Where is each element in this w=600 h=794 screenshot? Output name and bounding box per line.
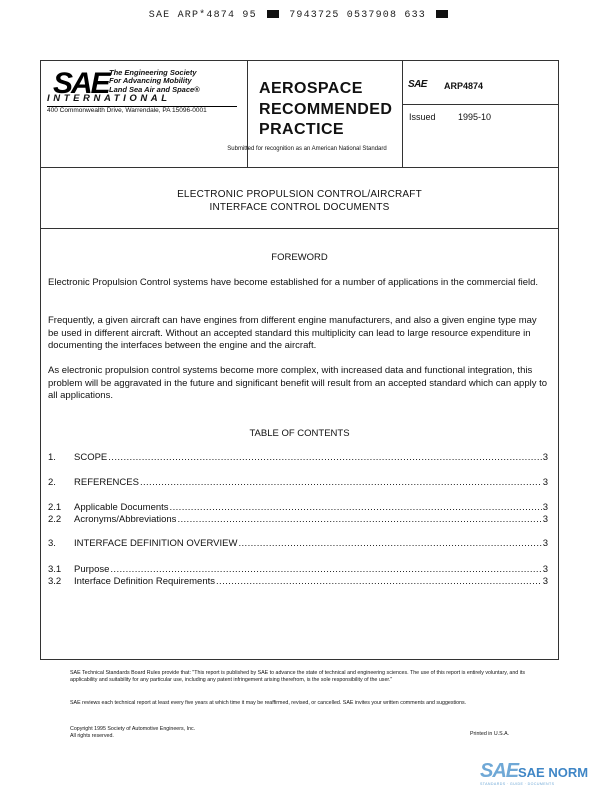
toc-entry-number: 3.1	[48, 564, 62, 575]
document-type-line: PRACTICE	[259, 121, 344, 138]
toc-leader-dots	[110, 564, 541, 575]
toc-entry-page: 3	[542, 576, 548, 587]
watermark-text: SAE NORM	[518, 765, 589, 780]
toc-entry-label: Purpose	[74, 564, 110, 575]
document-title-line: ELECTRONIC PROPULSION CONTROL/AIRCRAFT	[177, 189, 422, 200]
document-number: ARP4874	[444, 81, 484, 91]
toc-entry[interactable]	[48, 477, 548, 488]
toc-leader-dots	[177, 514, 541, 525]
document-frame	[40, 60, 559, 660]
toc-entry-label: SCOPE	[74, 452, 108, 463]
toc-entry[interactable]	[48, 576, 548, 587]
barcode-block	[436, 10, 448, 18]
toc-entry-number: 2.2	[48, 514, 62, 525]
foreword-paragraph: Frequently, a given aircraft can have engines from different engine manufacturers, and also a given engine type may be used in different aircraft. Without an accepted standard this multiplicity can lead to large resource expenditure in documenting the interfaces between the engine and the aircraft.	[48, 315, 537, 351]
document-type	[259, 79, 392, 141]
toc-heading: TABLE OF CONTENTS	[249, 428, 350, 439]
toc-entry[interactable]	[48, 538, 548, 549]
toc-entry-number: 2.1	[48, 502, 62, 513]
toc-entry-label: Acronyms/Abbreviations	[74, 514, 177, 525]
tagline-line: The Engineering Society	[109, 68, 197, 77]
toc-entry-page: 3	[542, 452, 548, 463]
toc-entry[interactable]	[48, 452, 548, 463]
header-row	[41, 61, 558, 168]
toc-entry-number: 3.2	[48, 576, 62, 587]
foreword-paragraph: As electronic propulsion control systems become more complex, with increased data and functional integration, this problem will be aggravated in the future and significant benefit will result from an accepted standard which can apply to all applications.	[48, 365, 548, 401]
document-type-line: AEROSPACE	[259, 80, 363, 97]
document-id-part1: SAE ARP*4874 95	[148, 10, 257, 21]
toc-entry[interactable]	[48, 514, 548, 525]
toc-leader-dots	[238, 538, 541, 549]
toc-entry-page: 3	[542, 564, 548, 575]
toc-entry[interactable]	[48, 502, 548, 513]
foreword-heading: FOREWORD	[271, 252, 328, 263]
right-cell-divider	[402, 104, 558, 105]
document-type-line: RECOMMENDED	[259, 100, 393, 118]
toc-leader-dots	[216, 576, 542, 587]
standards-board-rules: SAE Technical Standards Board Rules provide that: "This report is published by SAE to advance the state of technical and engineering sciences. The use of this report is entirely voluntary, and its applicability and suitability for any particular use, including any patent infringement arising therefrom, is the sole responsibility of the user."	[70, 670, 526, 683]
toc-entry-label: Applicable Documents	[74, 502, 169, 513]
toc-entry-page: 3	[542, 477, 548, 488]
printed-in-notice: Printed in U.S.A.	[470, 731, 510, 737]
toc-entry-page: 3	[542, 538, 548, 549]
toc-entry-number: 2.	[48, 477, 56, 488]
sae-logo-international: INTERNATIONAL	[47, 93, 237, 107]
issued-date: 1995-10	[458, 112, 492, 122]
toc-entry-number: 3.	[48, 538, 56, 549]
sae-norm-watermark	[480, 760, 590, 790]
toc-entry-number: 1.	[48, 452, 56, 463]
tagline-line: For Advancing Mobility	[109, 76, 192, 86]
document-title-line: INTERFACE CONTROL DOCUMENTS	[209, 201, 390, 213]
sae-logo: SAE	[53, 67, 109, 100]
toc-entry-page: 3	[542, 502, 548, 513]
issued-label: Issued	[409, 112, 436, 122]
watermark-subtext: STANDARDS · GUIDE · DOCUMENTS	[480, 782, 555, 786]
title-divider	[41, 228, 558, 229]
toc-entry-label: INTERFACE DEFINITION OVERVIEW	[74, 538, 238, 549]
watermark-sae-logo: SAE	[480, 760, 519, 782]
foreword-paragraph: Electronic Propulsion Control systems have become established for a number of applications in the commercial field.	[48, 277, 539, 288]
toc-leader-dots	[108, 452, 541, 463]
barcode-block	[267, 10, 279, 18]
sae-logo-tagline	[109, 69, 200, 94]
toc-entry-label: REFERENCES	[74, 477, 139, 488]
tagline-line: Land Sea Air and Space®	[109, 84, 200, 94]
document-title	[41, 189, 558, 214]
toc-leader-dots	[170, 502, 542, 513]
toc-entry[interactable]	[48, 564, 548, 575]
toc-entry-page: 3	[542, 514, 548, 525]
document-id-line	[0, 10, 600, 21]
rights-notice: All rights reserved.	[70, 733, 114, 739]
toc-entry-label: Interface Definition Requirements	[74, 576, 215, 587]
ansi-submission-note: Submitted for recognition as an American National Standard	[227, 146, 387, 152]
sae-address: 400 Commonwealth Drive, Warrendale, PA 15096-0001	[47, 107, 207, 114]
sae-small-logo: SAE	[408, 79, 427, 90]
toc-leader-dots	[140, 477, 542, 488]
review-notice: SAE reviews each technical report at least every five years at which time it may be reaffirmed, revised, or cancelled. SAE invites your written comments and suggestions.	[70, 700, 467, 706]
document-id-part2: 7943725 0537908 633	[289, 10, 427, 21]
copyright-notice: Copyright 1995 Society of Automotive Engineers, Inc.	[70, 726, 196, 732]
